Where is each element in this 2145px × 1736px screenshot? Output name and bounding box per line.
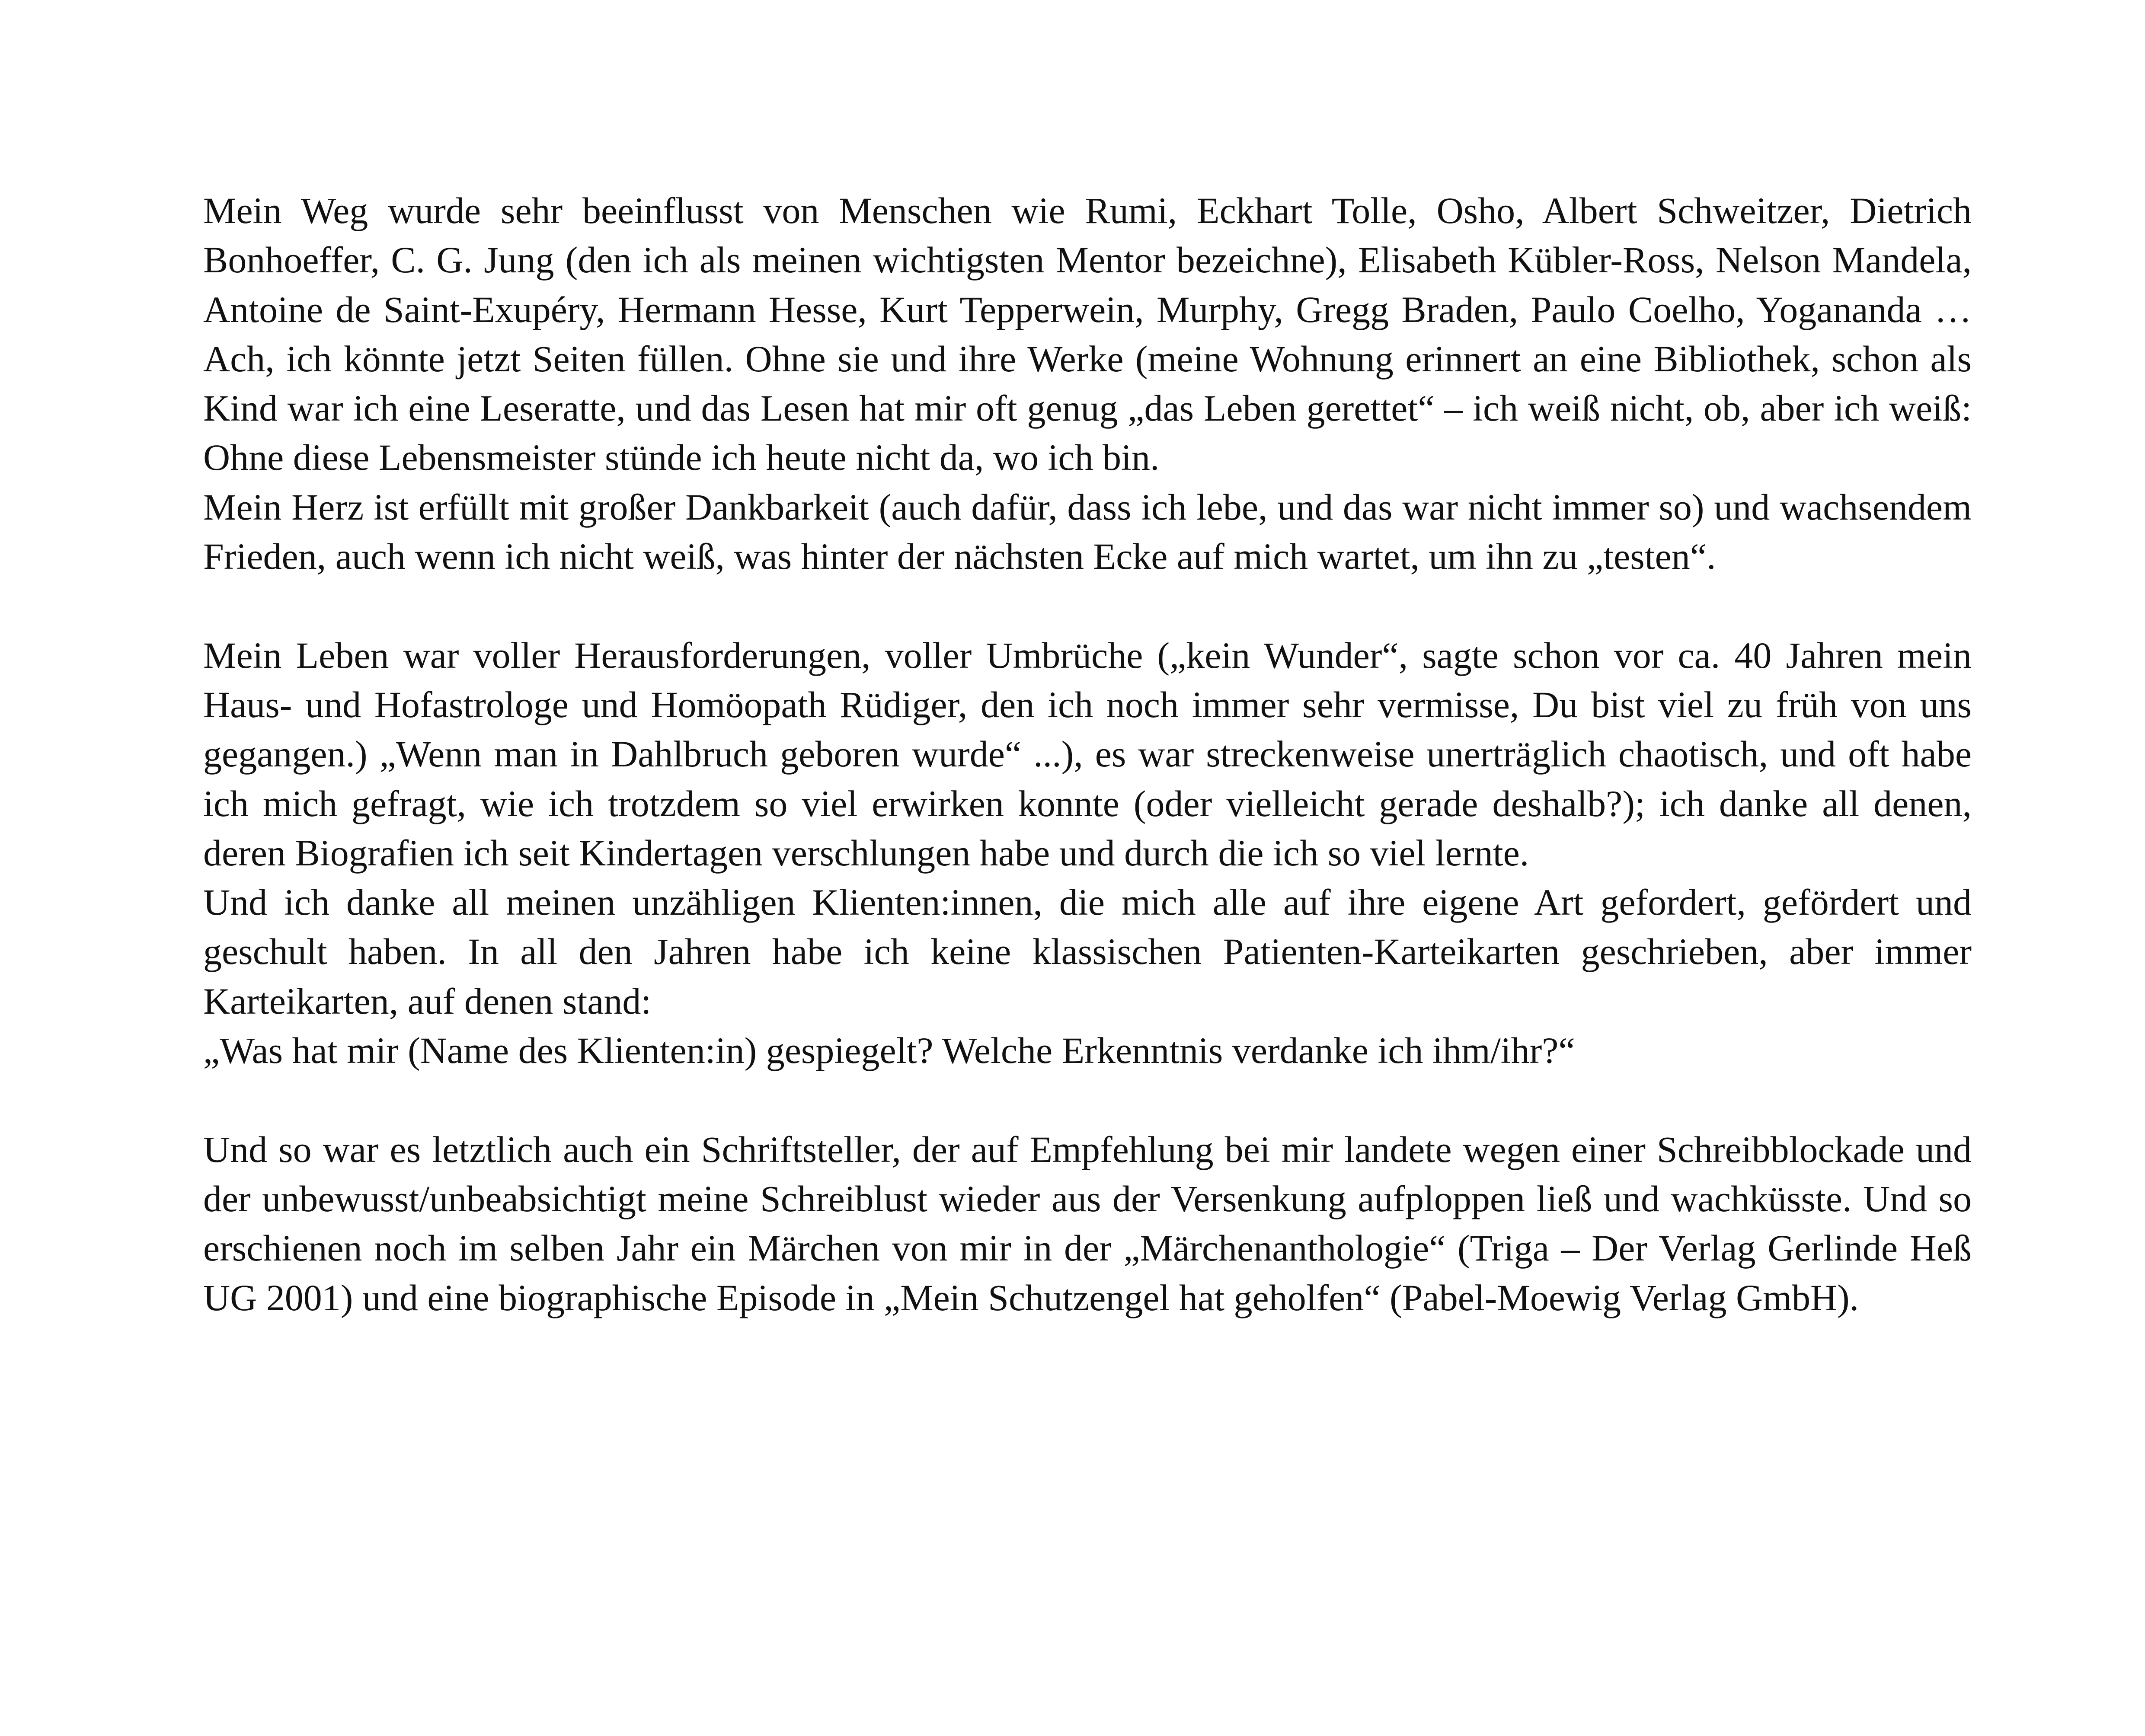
paragraph-writer: Und so war es letztlich auch ein Schriftsteller, der auf Empfehlung bei mir landete wegen einer Schreibblockade und der unbewusst/unbeabsichtigt meine Schreiblust wieder aus der Versenkung aufploppen ließ und wachküsste. Und so erschienen noch im selben Jahr ein Märchen von mir in der „Märchenanthologie“ (Triga – Der Verlag Gerlinde Heß UG 2001) und eine biographische Episode in „Mein Schutzengel hat geholfen“ (Pabel-Moewig Verlag GmbH).	[203, 1128, 1972, 1318]
paragraph-gratitude: Mein Herz ist erfüllt mit großer Dankbarkeit (auch dafür, dass ich lebe, und das war nicht immer so) und wachsendem Frieden, auch wenn ich nicht weiß, was hinter der nächsten Ecke auf mich wartet, um ihn zu „testen“.	[203, 486, 1972, 578]
paragraph-challenges: Mein Leben war voller Herausforderungen, voller Umbrüche („kein Wunder“, sagte schon vor ca. 40 Jahren mein Haus- und Hofastrologe und Homöopath Rüdiger, den ich noch immer sehr vermisse, Du bist viel zu früh von uns gegangen.) „Wenn man in Dahlbruch geboren wurde“ ...), es war streckenweise unerträglich chaotisch, und oft habe ich mich gefragt, wie ich trotzdem so viel erwirken konnte (oder vielleicht gerade deshalb?); ich danke all denen, deren Biografien ich seit Kindertagen verschlungen habe und durch die ich so viel lernte.	[203, 634, 1972, 874]
body-text	[203, 186, 1972, 1322]
paragraph-quote: „Was hat mir (Name des Klienten:in) gespiegelt? Welche Erkenntnis verdanke ich ihm/ihr?“	[203, 1030, 1575, 1072]
paragraph-clients: Und ich danke all meinen unzähligen Klienten:innen, die mich alle auf ihre eigene Art gefordert, gefördert und geschult haben. In all den Jahren habe ich keine klassischen Patienten-Karteikarten geschrieben, aber immer Karteikarten, auf denen stand:	[203, 881, 1972, 1022]
paragraph-influences: Mein Weg wurde sehr beeinflusst von Menschen wie Rumi, Eckhart Tolle, Osho, Albert Schweitzer, Dietrich Bonhoeffer, C. G. Jung (den ich als meinen wichtigsten Mentor bezeichne), Elisabeth Kübler-Ross, Nelson Mandela, Antoine de Saint-Exupéry, Hermann Hesse, Kurt Tepperwein, Murphy, Gregg Braden, Paulo Coelho, Yogananda … Ach, ich könnte jetzt Seiten füllen. Ohne sie und ihre Werke (meine Wohnung erinnert an eine Bibliothek, schon als Kind war ich eine Leseratte, und das Lesen hat mir oft genug „das Leben gerettet“ – ich weiß nicht, ob, aber ich weiß: Ohne diese Lebensmeister stünde ich heute nicht da, wo ich bin.	[203, 190, 1972, 479]
